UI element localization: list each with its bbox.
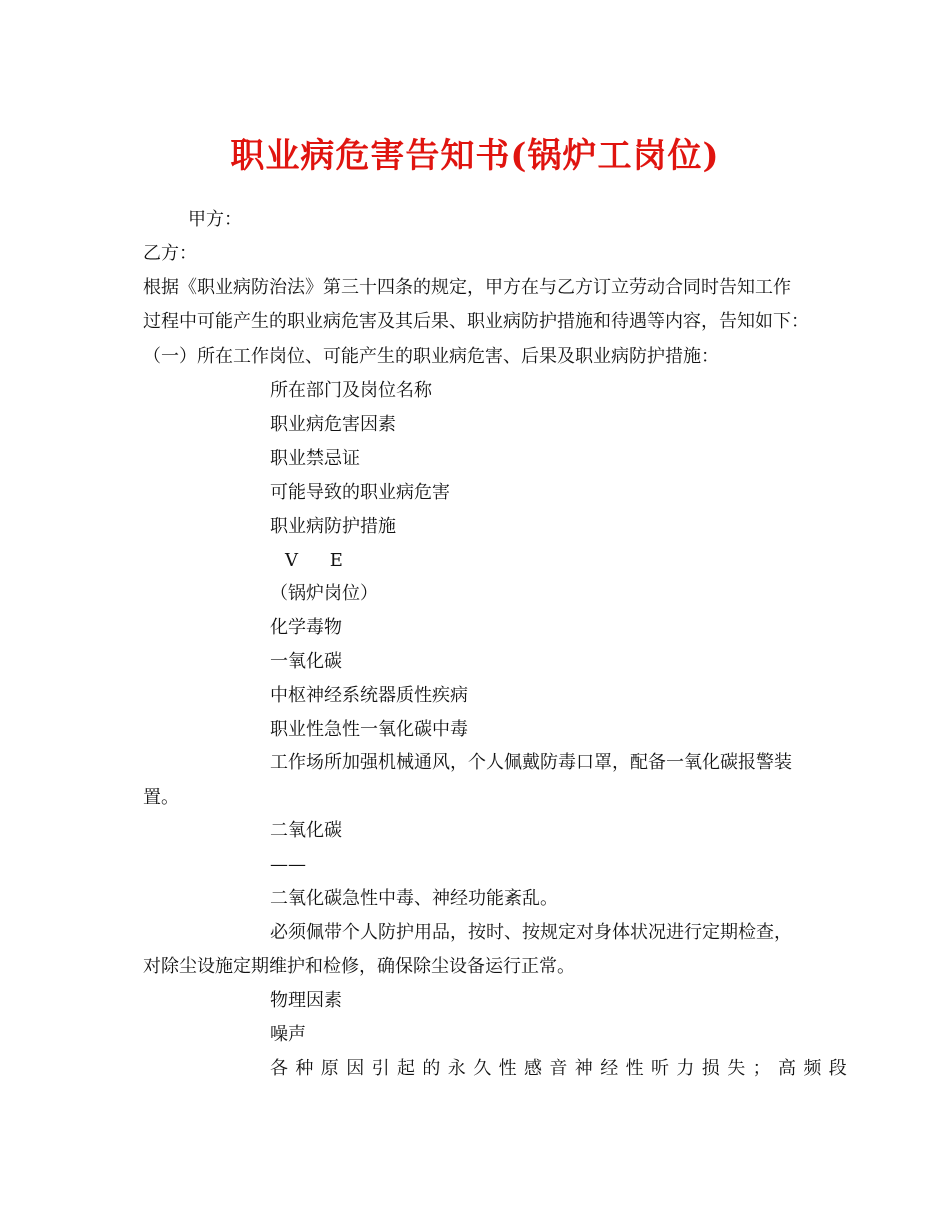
- category-physical: 物理因素: [270, 990, 342, 1011]
- table-header-possible-disease: 可能导致的职业病危害: [270, 482, 450, 503]
- co2-measures-line-2: 对除尘设施定期维护和检修，确保除尘设备运行正常。: [143, 956, 575, 977]
- ve-mark-e: E: [329, 550, 343, 571]
- co-disease: 职业性急性一氧化碳中毒: [270, 719, 468, 740]
- co2-disease: 二氧化碳急性中毒、神经功能紊乱。: [270, 888, 558, 909]
- co-contraindication: 中枢神经系统器质性疾病: [270, 685, 468, 706]
- table-header-contraindication: 职业禁忌证: [270, 448, 360, 469]
- table-header-hazard-factor: 职业病危害因素: [270, 414, 396, 435]
- ve-marks: [285, 549, 343, 573]
- intro-paragraph-line-2: 过程中可能产生的职业病危害及其后果、职业病防护措施和待遇等内容，告知如下：: [143, 311, 809, 332]
- category-chemical: 化学毒物: [270, 617, 342, 638]
- co-measures-line-2: 置。: [143, 787, 179, 808]
- noise-disease-line-1: 各种原因引起的永久性感音神经性听力损失；高频段: [270, 1058, 855, 1079]
- post-name: （锅炉岗位）: [270, 583, 378, 604]
- ve-mark-v: V: [285, 550, 298, 571]
- hazard-co2: 二氧化碳: [270, 820, 342, 841]
- hazard-co: 一氧化碳: [270, 651, 342, 672]
- co2-contraindication: ——: [270, 854, 306, 875]
- table-header-department: 所在部门及岗位名称: [270, 380, 432, 401]
- hazard-noise: 噪声: [270, 1024, 306, 1045]
- co2-measures-line-1: 必须佩带个人防护用品，按时、按规定对身体状况进行定期检查，: [270, 922, 792, 943]
- section-heading: （一）所在工作岗位、可能产生的职业病危害、后果及职业病防护措施：: [143, 346, 719, 367]
- party-a-label: 甲方：: [188, 209, 242, 230]
- table-header-protective-measures: 职业病防护措施: [270, 516, 396, 537]
- party-b-label: 乙方：: [143, 243, 197, 264]
- co-measures-line-1: 工作场所加强机械通风，个人佩戴防毒口罩，配备一氧化碳报警装: [270, 752, 792, 773]
- document-title: 职业病危害告知书(锅炉工岗位): [230, 136, 720, 176]
- intro-paragraph-line-1: 根据《职业病防治法》第三十四条的规定，甲方在与乙方订立劳动合同时告知工作: [143, 277, 791, 298]
